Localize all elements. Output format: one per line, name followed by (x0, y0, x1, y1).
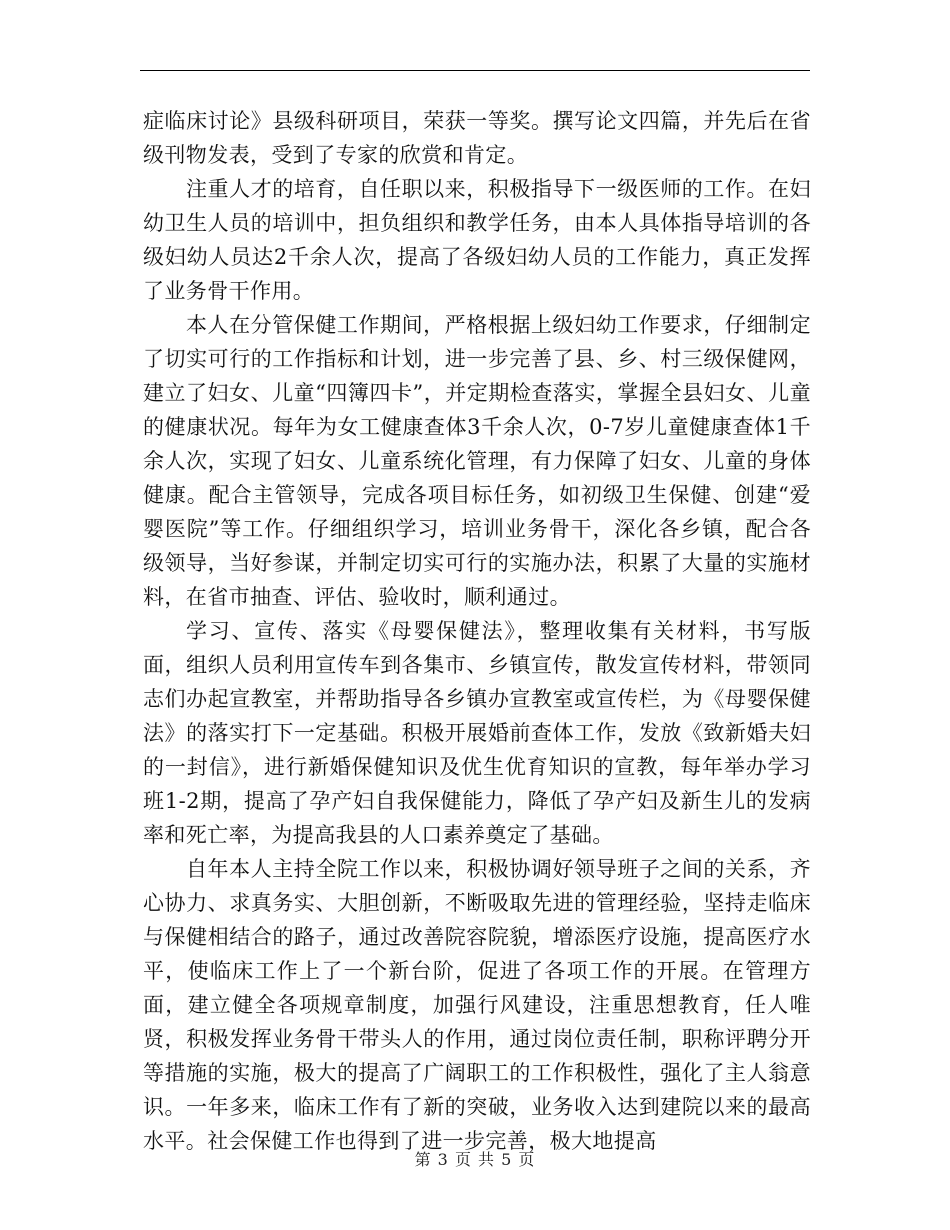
paragraph-health-care-work: 本人在分管保健工作期间，严格根据上级妇幼工作要求，仔细制定了切实可行的工作指标和计划，进一步完善了县、乡、村三级保健网，建立了妇女、儿童“四簿四卡”，并定期检查落实，掌握全县妇女、儿童的健康状况。每年为女工健康查体3千余人次，0-7岁儿童健康查体1千余人次，实现了妇女、儿童系统化管理，有力保障了妇女、儿童的身体健康。配合主管领导，完成各项目标任务，如初级卫生保健、创建“爱婴医院”等工作。仔细组织学习，培训业务骨干，深化各乡镇，配合各级领导，当好参谋，并制定切实可行的实施办法，积累了大量的实施材料，在省市抽查、评估、验收时，顺利通过。 (143, 313, 811, 609)
paragraph-hospital-management: 自年本人主持全院工作以来，积极协调好领导班子之间的关系，齐心协力、求真务实、大胆创新，不断吸取先进的管理经验，坚持走临床与保健相结合的路子，通过改善院容院貌，增添医疗设施，提高医疗水平，使临床工作上了一个新台阶，促进了各项工作的开展。在管理方面，建立健全各项规章制度，加强行风建设，注重思想教育，任人唯贤，积极发挥业务骨干带头人的作用，通过岗位责任制，职称评聘分开等措施的实施，极大的提高了广阔职工的工作积极性，强化了主人翁意识。一年多来，临床工作有了新的突破，业务收入达到建院以来的最高水平。社会保健工作也得到了进一步完善，极大地提高 (143, 857, 811, 1153)
header-rule (140, 70, 810, 71)
paragraph-talent-training: 注重人才的培育，自任职以来，积极指导下一级医师的工作。在妇幼卫生人员的培训中，担负组织和教学任务，由本人具体指导培训的各级妇幼人员达2千余人次，提高了各级妇幼人员的工作能力，真正发挥了业务骨干作用。 (143, 177, 811, 303)
document-body (143, 104, 811, 1158)
paragraph-continuation: 症临床讨论》县级科研项目，荣获一等奖。撰写论文四篇，并先后在省级刊物发表，受到了专家的欣赏和肯定。 (143, 109, 811, 167)
page-number-footer: 第 3 页 共 5 页 (414, 1150, 536, 1169)
paragraph-maternal-law: 学习、宣传、落实《母婴保健法》，整理收集有关材料，书写版面，组织人员利用宣传车到各集市、乡镇宣传，散发宣传材料，带领同志们办起宣教室，并帮助指导各乡镇办宣教室或宣传栏，为《母婴保健法》的落实打下一定基础。积极开展婚前查体工作，发放《致新婚夫妇的一封信》，进行新婚保健知识及优生优育知识的宣教，每年举办学习班1-2期，提高了孕产妇自我保健能力，降低了孕产妇及新生儿的发病率和死亡率，为提高我县的人口素养奠定了基础。 (143, 619, 811, 847)
